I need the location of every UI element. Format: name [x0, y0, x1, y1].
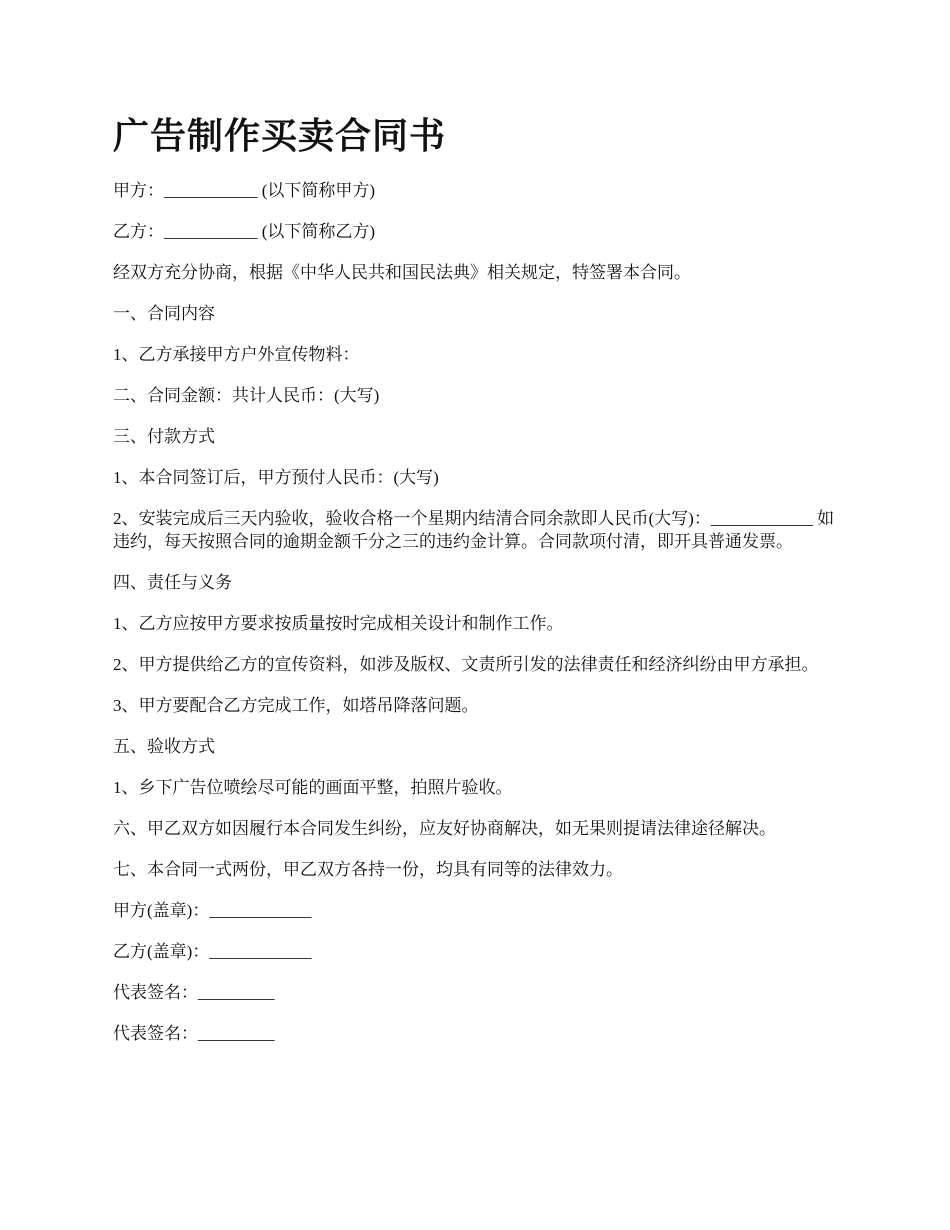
party-b-line: 乙方：___________ (以下简称乙方): [113, 222, 376, 241]
clause-contents-1: 1、乙方承接甲方户外宣传物料：: [113, 345, 360, 364]
section-heading-contents: 一、合同内容: [113, 304, 215, 323]
party-a-line: 甲方：___________ (以下简称甲方): [113, 181, 376, 200]
section-heading-acceptance: 五、验收方式: [113, 737, 215, 756]
clause-payment-2: 2、安装完成后三天内验收，验收合格一个星期内结清合同余款即人民币(大写)：____________ 如违约，每天按照合同的逾期金额千分之三的违约金计算。合同款项付清，即开具普通发票。: [113, 509, 835, 551]
clause-payment-1: 1、本合同签订后，甲方预付人民币：(大写): [113, 468, 439, 487]
section-heading-payment: 三、付款方式: [113, 427, 215, 446]
document-page: [113, 112, 838, 1063]
section-disputes: 六、甲乙双方如因履行本合同发生纠纷，应友好协商解决，如无果则提请法律途径解决。: [113, 819, 776, 838]
clause-acceptance-1: 1、乡下广告位喷绘尽可能的画面平整，拍照片验收。: [113, 778, 513, 797]
section-copies: 七、本合同一式两份，甲乙双方各持一份，均具有同等的法律效力。: [113, 860, 623, 879]
signature-party-b-seal: 乙方(盖章)：____________: [113, 942, 312, 961]
clause-duties-3: 3、甲方要配合乙方完成工作，如塔吊降落问题。: [113, 696, 479, 715]
preamble: 经双方充分协商，根据《中华人民共和国民法典》相关规定，特签署本合同。: [113, 263, 691, 282]
clause-duties-2: 2、甲方提供给乙方的宣传资料，如涉及版权、文责所引发的法律责任和经济纠纷由甲方承担。: [113, 655, 819, 674]
signature-representative-2: 代表签名：_________: [113, 1024, 275, 1043]
section-heading-amount: 二、合同金额：共计人民币：(大写): [113, 386, 380, 405]
section-heading-duties: 四、责任与义务: [113, 573, 232, 592]
clause-duties-1: 1、乙方应按甲方要求按质量按时完成相关设计和制作工作。: [113, 614, 564, 633]
document-title: 广告制作买卖合同书: [113, 116, 447, 157]
signature-representative-1: 代表签名：_________: [113, 983, 275, 1002]
signature-party-a-seal: 甲方(盖章)：____________: [113, 901, 312, 920]
